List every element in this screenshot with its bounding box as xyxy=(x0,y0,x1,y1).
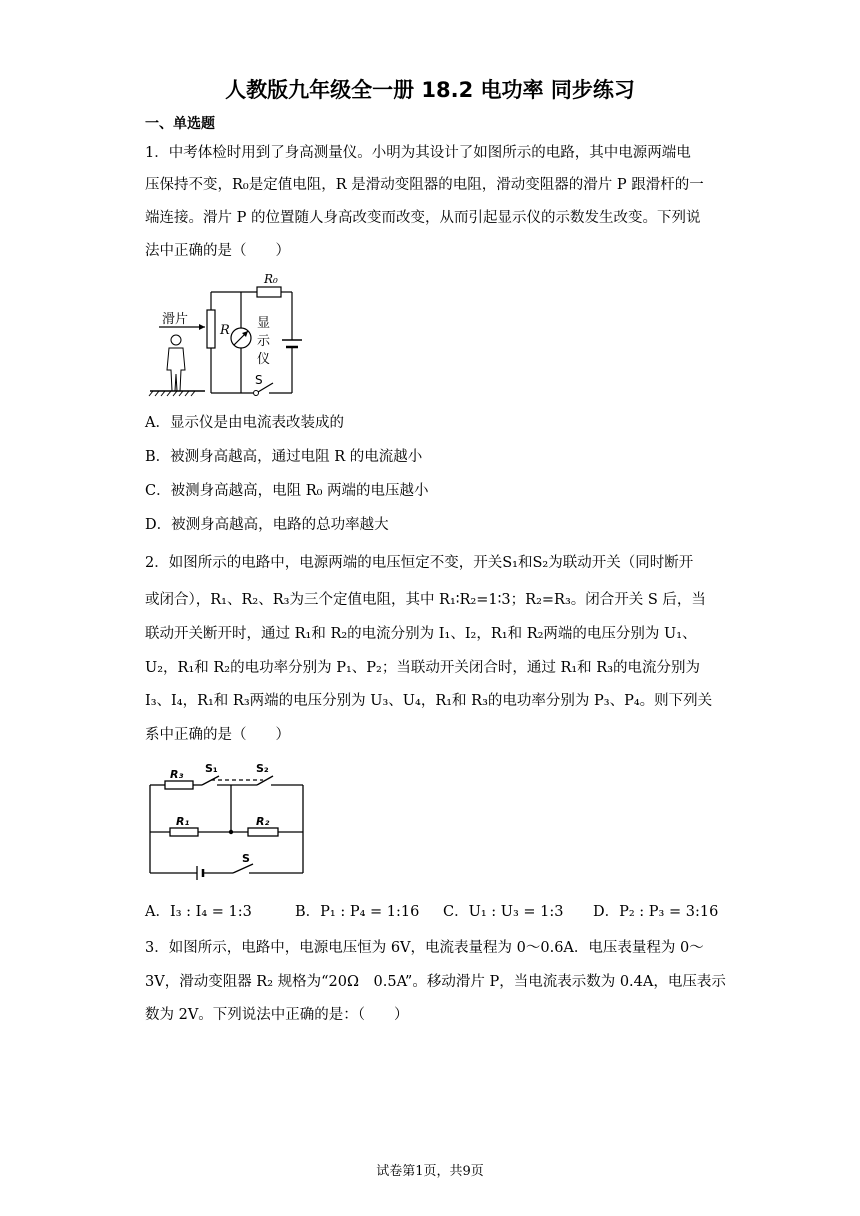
r0-label: R₀ xyxy=(264,272,278,286)
q3-line-1: 3．如图所示，电路中，电源电压恒为 6V，电流表量程为 0～0.6A．电压表量程为 0～ xyxy=(145,940,704,956)
q1-option-b[interactable]: B．被测身高越高，通过电阻 R 的电流越小 xyxy=(145,449,423,465)
svg-text:示: 示 xyxy=(257,334,271,349)
q2-option-b[interactable]: B．P₁ : P₄ = 1:16 xyxy=(295,904,420,920)
q2-line-3: 联动开关断开时，通过 R₁和 R₂的电流分别为 I₁、I₂，R₁和 R₂两端的电压分别为 U₁、 xyxy=(145,626,697,642)
svg-text:显: 显 xyxy=(257,316,271,331)
q2-line-1: 2．如图所示的电路中，电源两端的电压恒定不变，开关S₁和S₂为联动开关（同时断开 xyxy=(145,555,694,571)
svg-text:仪: 仪 xyxy=(257,352,271,367)
q1-line-1: 1．中考体检时用到了身高测量仪。小明为其设计了如图所示的电路，其中电源两端电 xyxy=(145,145,691,161)
r-label: R xyxy=(220,323,230,338)
q2-line-2: 或闭合），R₁、R₂、R₃为三个定值电阻，其中 R₁∶R₂=1∶3；R₂=R₃。闭合开关 S 后，当 xyxy=(145,592,706,608)
display-label xyxy=(257,316,271,367)
q2-option-a[interactable]: A．I₃ : I₄ = 1:3 xyxy=(145,904,252,920)
s1-label: S₁ xyxy=(205,762,218,775)
q1-circuit-diagram xyxy=(145,270,315,400)
section-heading: 一、单选题 xyxy=(145,116,215,132)
s2-label: S₂ xyxy=(256,762,269,775)
q1-option-c[interactable]: C．被测身高越高，电阻 R₀ 两端的电压越小 xyxy=(145,483,429,499)
r1-label: R₁ xyxy=(176,815,190,828)
switch-label: S xyxy=(255,373,263,387)
q2-line-6: 系中正确的是（ ） xyxy=(145,727,290,743)
q2-line-5: I₃、I₄，R₁和 R₃两端的电压分别为 U₃、U₄，R₁和 R₃的电功率分别为 P₃、P₄。则下列关 xyxy=(145,693,713,709)
q1-line-2: 压保持不变，R₀是定值电阻，R 是滑动变阻器的电阻，滑动变阻器的滑片 P 跟滑杆的一 xyxy=(145,177,704,193)
q2-circuit-diagram xyxy=(145,758,310,885)
slider-label: 滑片 xyxy=(162,312,189,327)
q3-line-3: 数为 2V。下列说法中正确的是：（ ） xyxy=(145,1007,409,1023)
r3-label: R₃ xyxy=(170,768,184,781)
q1-line-4: 法中正确的是（ ） xyxy=(145,243,290,259)
q3-line-2: 3V，滑动变阻器 R₂ 规格为“20Ω 0.5A”。移动滑片 P，当电流表示数为 0.4A，电压表示 xyxy=(145,974,726,990)
q2-line-4: U₂，R₁和 R₂的电功率分别为 P₁、P₂；当联动开关闭合时，通过 R₁和 R₃的电流分别为 xyxy=(145,660,701,676)
q1-option-d[interactable]: D．被测身高越高，电路的总功率越大 xyxy=(145,517,389,533)
page-title: 人教版九年级全一册 18.2 电功率 同步练习 xyxy=(225,78,635,102)
r2-label: R₂ xyxy=(256,815,270,828)
q1-option-a[interactable]: A．显示仪是由电流表改装成的 xyxy=(145,415,344,431)
q2-option-d[interactable]: D．P₂ : P₃ = 3:16 xyxy=(593,904,719,920)
person-icon xyxy=(167,335,185,391)
s-label: S xyxy=(242,852,250,865)
q1-line-3: 端连接。滑片 P 的位置随人身高改变而改变，从而引起显示仪的示数发生改变。下列说 xyxy=(145,210,701,226)
q2-option-c[interactable]: C．U₁ : U₃ = 1:3 xyxy=(443,904,564,920)
page-footer: 试卷第1页，共9页 xyxy=(376,1164,484,1179)
